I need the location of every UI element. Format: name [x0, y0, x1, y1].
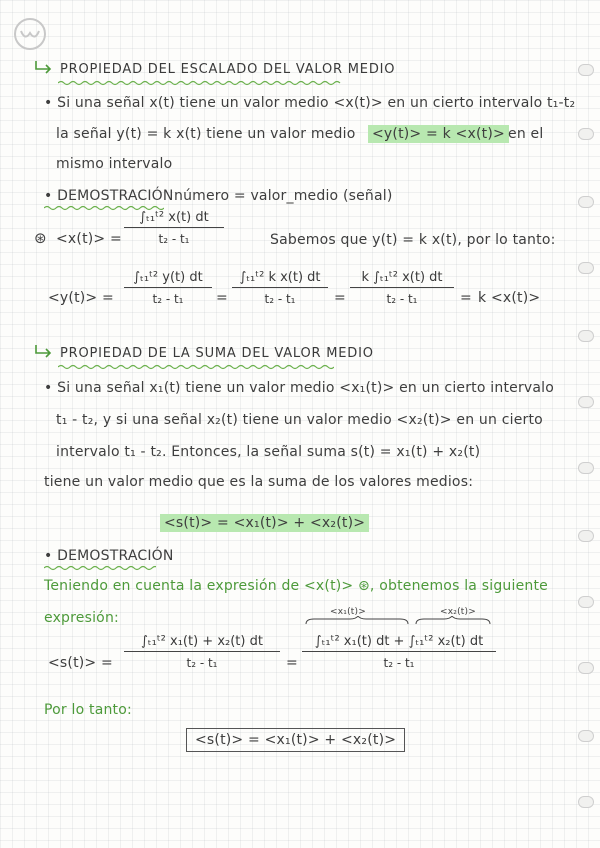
fraction-denominator: t₂ - t₁: [383, 656, 415, 670]
text-line: expresión:: [44, 610, 119, 626]
equals-sign: =: [334, 290, 346, 306]
fraction-numerator: ∫ₜ₁ᵗ² x₁(t) dt + ∫ₜ₁ᵗ² x₂(t) dt: [314, 634, 484, 649]
wavy-underline: [58, 80, 342, 86]
demo-label: • DEMOSTRACIÓN: [44, 188, 174, 204]
section-title: PROPIEDAD DEL ESCALADO DEL VALOR MEDIO: [60, 62, 396, 77]
highlighted-formula: <s(t)> = <x₁(t)> + <x₂(t)>: [160, 514, 369, 532]
demo-label: • DEMOSTRACIÓN: [44, 548, 174, 564]
fraction: [124, 634, 280, 670]
text-line: la señal y(t) = k x(t) tiene un valor medio: [56, 126, 356, 142]
text-line: tiene un valor medio que es la suma de los valores medios:: [44, 474, 474, 490]
equals-sign: =: [460, 290, 472, 306]
text-line: t₁ - t₂, y si una señal x₂(t) tiene un valor medio <x₂(t)> en un cierto: [56, 412, 543, 428]
star-mark: ⊛: [34, 229, 47, 247]
fraction-denominator: t₂ - t₁: [264, 292, 296, 306]
fraction-denominator: t₂ - t₁: [158, 232, 190, 246]
fraction-denominator: t₂ - t₁: [186, 656, 218, 670]
fraction-numerator: ∫ₜ₁ᵗ² k x(t) dt: [239, 270, 321, 285]
eq-lhs: <s(t)> =: [48, 655, 113, 671]
wuolah-logo: [12, 16, 48, 52]
equals-sign: =: [216, 290, 228, 306]
binder-hole: [578, 730, 594, 742]
fraction-numerator: ∫ₜ₁ᵗ² x(t) dt: [139, 210, 209, 225]
brace-label: <x₁(t)>: [330, 607, 366, 617]
binder-hole: [578, 262, 594, 274]
wavy-underline: [44, 565, 156, 571]
text-line: • Si una señal x(t) tiene un valor medio <x(t)> en un cierto intervalo t₁-t₂: [44, 95, 576, 111]
eq-lhs: <y(t)> =: [48, 290, 114, 306]
eq-lhs: <x(t)> =: [56, 231, 122, 247]
binder-hole: [578, 128, 594, 140]
binder-hole: [578, 462, 594, 474]
binder-hole: [578, 330, 594, 342]
section-title: PROPIEDAD DE LA SUMA DEL VALOR MEDIO: [60, 346, 374, 361]
final-result-box: <s(t)> = <x₁(t)> + <x₂(t)>: [186, 728, 405, 752]
binder-hole: [578, 64, 594, 76]
arrow-icon: [34, 344, 56, 358]
fraction-denominator: t₂ - t₁: [152, 292, 184, 306]
text-line: Sabemos que y(t) = k x(t), por lo tanto:: [270, 232, 556, 248]
binder-hole: [578, 530, 594, 542]
brace-label: <x₂(t)>: [440, 607, 476, 617]
fraction: [302, 634, 496, 670]
overbrace: [304, 616, 494, 626]
text-line: Por lo tanto:: [44, 702, 132, 718]
highlighted-formula: <y(t)> = k <x(t)>: [368, 125, 509, 143]
text-line: intervalo t₁ - t₂. Entonces, la señal suma s(t) = x₁(t) + x₂(t): [56, 444, 481, 460]
equals-sign: =: [286, 655, 298, 671]
demo-note: número = valor_medio (señal): [174, 188, 393, 204]
fraction: [232, 270, 328, 306]
fraction: [350, 270, 454, 306]
wavy-underline: [58, 364, 334, 370]
text-line: • Si una señal x₁(t) tiene un valor medio <x₁(t)> en un cierto intervalo: [44, 380, 555, 396]
fraction: [124, 210, 224, 246]
fraction-numerator: ∫ₜ₁ᵗ² y(t) dt: [133, 270, 203, 285]
binder-hole: [578, 662, 594, 674]
arrow-icon: [34, 60, 56, 74]
fraction-denominator: t₂ - t₁: [386, 292, 418, 306]
binder-hole: [578, 796, 594, 808]
fraction-numerator: k ∫ₜ₁ᵗ² x(t) dt: [361, 270, 443, 285]
text-line: en el: [508, 126, 544, 142]
binder-hole: [578, 596, 594, 608]
fraction-numerator: ∫ₜ₁ᵗ² x₁(t) + x₂(t) dt: [141, 634, 263, 649]
text-line: mismo intervalo: [56, 156, 173, 172]
binder-hole: [578, 196, 594, 208]
binder-hole: [578, 396, 594, 408]
fraction: [124, 270, 212, 306]
text-line: Teniendo en cuenta la expresión de <x(t)> ⊛, obtenemos la siguiente: [44, 578, 548, 594]
eq-result: k <x(t)>: [478, 290, 541, 306]
